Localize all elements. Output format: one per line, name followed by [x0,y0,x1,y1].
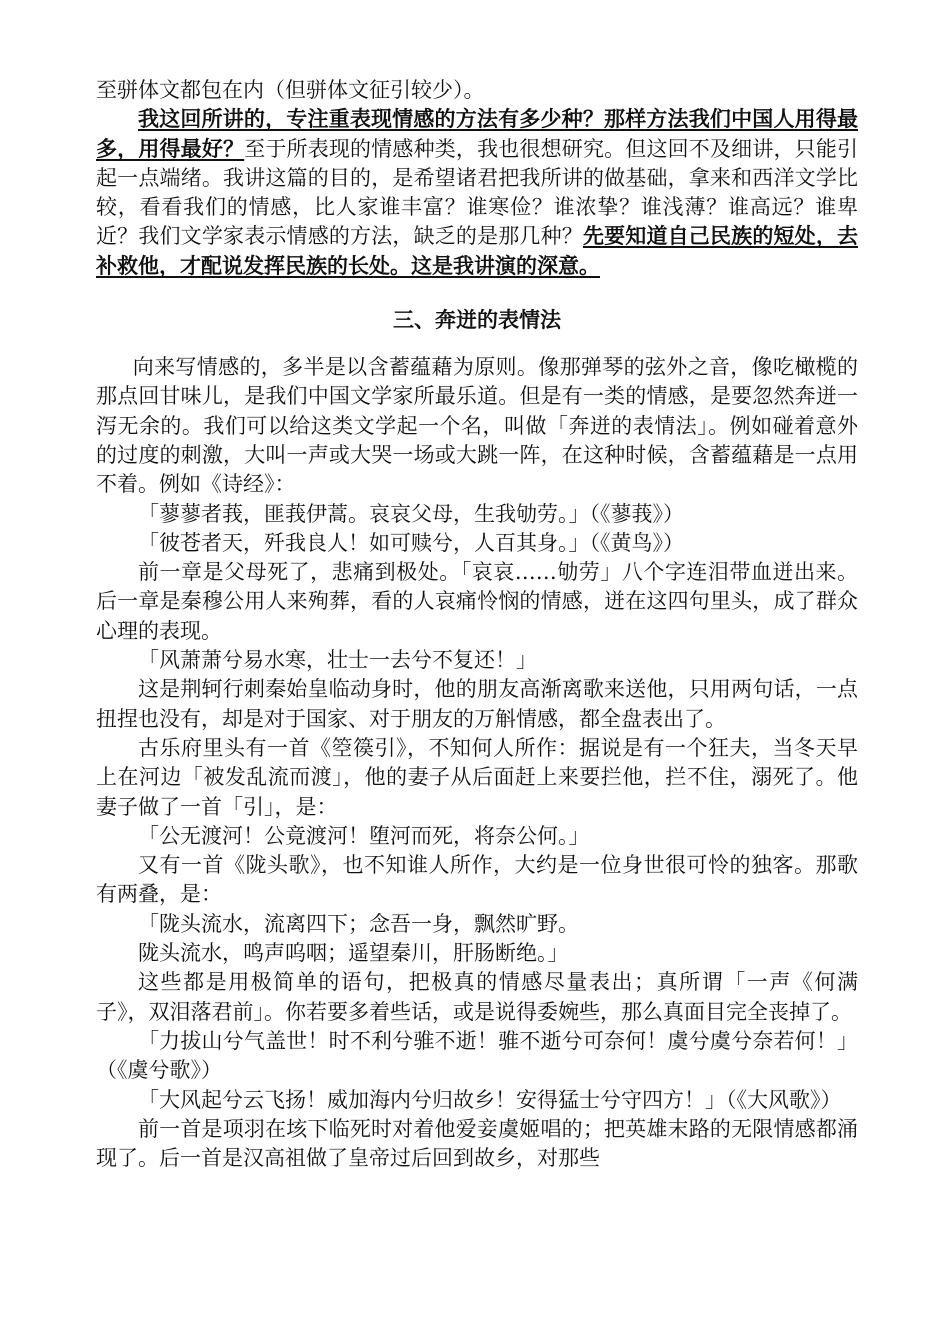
emphasis-conclusion: 先要知道自己民族的短处，去补救他，才配说发挥民族的长处。这是我讲演的深意。 [96,224,859,278]
paragraph-longtou-ge: 又有一首《陇头歌》，也不知谁人所作，大约是一位身世很可怜的独客。那歌有两叠，是： [96,853,858,907]
emphasis-question: 我这回所讲的，专注重表现情感的方法有多少种？那样方法我们中国人用得最多，用得最好？ [96,107,858,161]
paragraph-konghou-yin: 古乐府里头有一首《箜篌引》，不知何人所作：据说是有一个狂夫，当冬天早上在河边「被发乱流而渡」，他的妻子从后面赶上来要拦他，拦不住，溺死了。他妻子做了一首「引」，是： [96,735,858,819]
paragraph-jing-ke: 这是荆轲行刺秦始皇临动身时，他的朋友高渐离歌来送他，只用两句话，一点扭捏也没有，却是对于国家、对于朋友的万斛情感，都全盘表出了。 [96,677,858,731]
quote-longtou-1: 「陇头流水，流离四下；念吾一身，飘然旷野。 [138,911,579,936]
paragraph-purpose-text: 至于所表现的情感种类，我也很想研究。但这回不及细讲，只能引起一点端绪。我讲这篇的目的，是希望诸君把我所讲的做基础，拿来和西洋文学比较，看看我们的情感，比人家谁丰富？谁寒俭？谁浓挚？谁浅薄？谁高远？谁卑近？我们文学家表示情感的方法，缺乏的是那几种？ [96,136,859,249]
paragraph-purpose [96,105,858,281]
paragraph-continuation: 至骈体文都包在内（但骈体文征引较少）。 [96,78,485,102]
quote-gong-wu-du-he: 「公无渡河！公竟渡河！堕河而死，将奈公何。」 [138,823,590,848]
quote-yishui: 「风萧萧兮易水寒，壮士一去兮不复还！」 [138,648,537,673]
quote-longtou-2: 陇头流水，鸣声呜咽；遥望秦川，肝肠断绝。」 [138,941,569,966]
paragraph-intro: 向来写情感的，多半是以含蓄蕴藉为原则。像那弹琴的弦外之音，像吃橄榄的那点回甘味儿，是我们中国文学家所最乐道。但是有一类的情感，是要忽然奔迸一泻无余的。我们可以给这类文学起一个名，叫做「奔迸的表情法」。例如碰着意外的过度的刺激，大叫一声或大哭一场或大跳一阵，在这种时候，含蓄蕴藉是一点用不着。例如《诗经》： [96,355,858,497]
section-heading: 三、奔迸的表情法 [393,308,561,333]
quote-yu-xi-ge: 「力拔山兮气盖世！时不利兮骓不逝！骓不逝兮可奈何！虞兮虞兮奈若何！」（《虞兮歌》） [96,1028,858,1083]
document-page [96,76,858,1173]
paragraph-xiang-yu: 前一首是项羽在垓下临死时对着他爱妾虞姬唱的；把英雄末路的无限情感都涌现了。后一首是汉高祖做了皇帝过后回到故乡，对那些 [96,1116,858,1171]
paragraph-analysis-shijing: 前一章是父母死了，悲痛到极处。「哀哀……劬劳」八个字连泪带血迸出来。后一章是秦穆公用人来殉葬，看的人哀痛怜悯的情感，迸在这四句里头，成了群众心理的表现。 [96,560,858,643]
paragraph-simple-words: 这些都是用极简单的语句，把极真的情感尽量表出；真所谓「一声《何满子》，双泪落君前」。你若要多着些话，或是说得委婉些，那么真面目完全丧掉了。 [96,970,858,1024]
quote-liao-e: 「蓼蓼者莪，匪莪伊蒿。哀哀父母，生我劬劳。」（《蓼莪》） [138,501,684,526]
quote-da-feng-ge: 「大风起兮云飞扬！威加海内兮归故乡！安得猛士兮守四方！」（《大风歌》） [138,1087,842,1112]
quote-huang-niao: 「彼苍者天，歼我良人！如可赎兮，人百其身。」（《黄鸟》） [138,530,684,555]
